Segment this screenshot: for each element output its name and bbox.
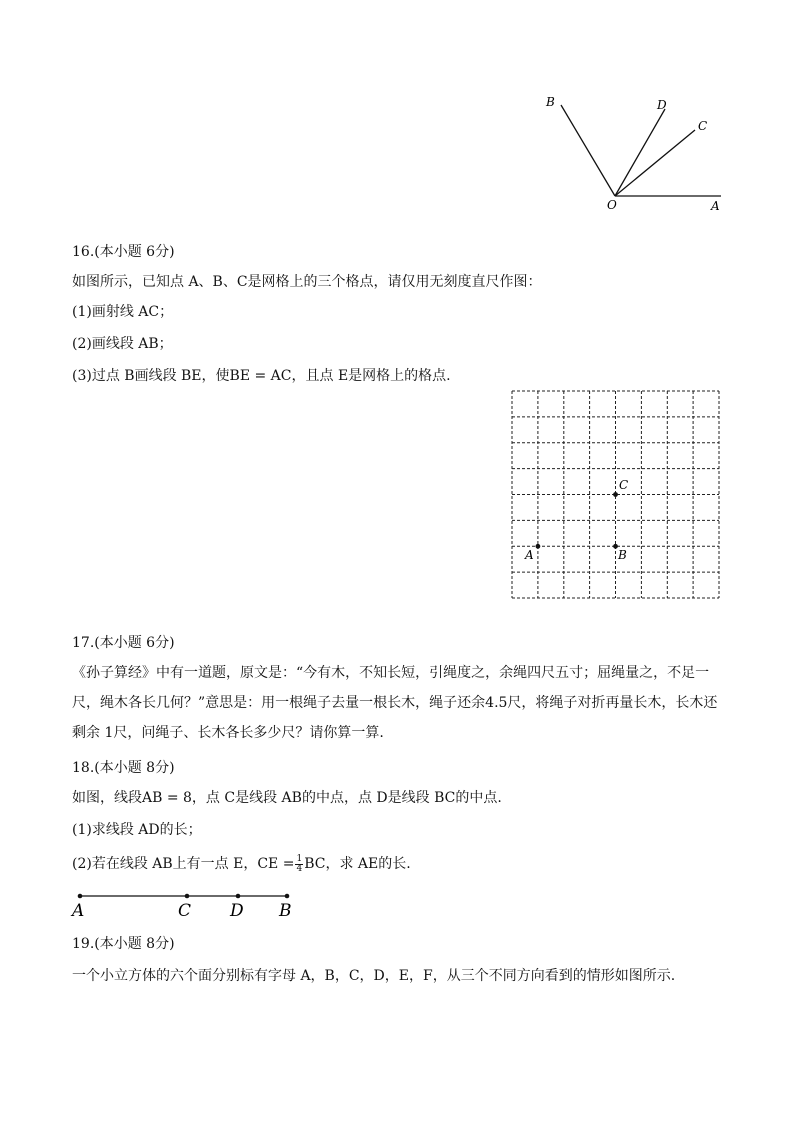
point-a [78, 894, 83, 899]
frac-den: 4 [296, 863, 303, 874]
segment-figure [66, 886, 306, 922]
frac-num: 1 [296, 853, 303, 864]
q17-header: 17.(本小题 6分) [72, 635, 175, 651]
q18-item1: (1)求线段 AD的长； [72, 822, 202, 838]
fraction-one-quarter [295, 855, 303, 874]
grid-point-a [536, 544, 541, 549]
grid-label-a: A [525, 548, 534, 562]
q16-intro: 如图所示，已知点 A、B、C是网格上的三个格点，请仅用无刻度直尺作图： [72, 274, 542, 290]
q16-header: 16.(本小题 6分) [72, 244, 175, 260]
label-d: D [657, 98, 667, 112]
ray-od [615, 109, 665, 196]
label-b: B [546, 95, 555, 109]
ray-ob [561, 105, 615, 196]
point-c [185, 894, 190, 899]
q19-header: 19.(本小题 8分) [72, 936, 175, 952]
segment-label-c: C [178, 901, 192, 921]
label-a: A [711, 199, 720, 213]
segment-label-a: A [72, 901, 85, 921]
grid-point-c [613, 492, 618, 497]
label-c: C [698, 119, 708, 133]
segment-label-b: B [279, 901, 292, 921]
ray-oc [615, 130, 695, 196]
q18-item2-pre: (2)若在线段 AB上有一点 E，CE = [72, 856, 295, 872]
q17-body: 《孙子算经》中有一道题，原文是：“今有木，不知长短，引绳度之，余绳四尺五寸；屈绳量之，不足一尺，绳木各长几何？”意思是：用一根绳子去量一根长木，绳子还余4.5尺，将绳子对折再量长木，长木还剩余 1尺，问绳子、长木各长多少尺？请你算一算. [72, 665, 718, 741]
dotted-grid [505, 385, 730, 605]
angle-figure [535, 88, 735, 218]
grid-label-b: B [618, 548, 627, 562]
q18-intro: 如图，线段AB = 8，点 C是线段 AB的中点，点 D是线段 BC的中点. [72, 790, 502, 806]
point-d [236, 894, 241, 899]
q16-item3: (3)过点 B画线段 BE，使BE = AC，且点 E是网格上的格点. [72, 368, 451, 384]
point-b [285, 894, 290, 899]
q18-header: 18.(本小题 8分) [72, 760, 175, 776]
q18-item2 [72, 854, 411, 874]
q19-body: 一个小立方体的六个面分别标有字母 A，B，C，D，E，F，从三个不同方向看到的情形如图所示. [72, 968, 676, 984]
q16-item1: (1)画射线 AC； [72, 304, 174, 320]
q18-item2-post: BC，求 AE的长. [304, 856, 411, 872]
grid-label-c: C [619, 478, 629, 492]
q16-item2: (2)画线段 AB； [72, 336, 173, 352]
label-o: O [607, 198, 617, 212]
segment-label-d: D [230, 901, 244, 921]
